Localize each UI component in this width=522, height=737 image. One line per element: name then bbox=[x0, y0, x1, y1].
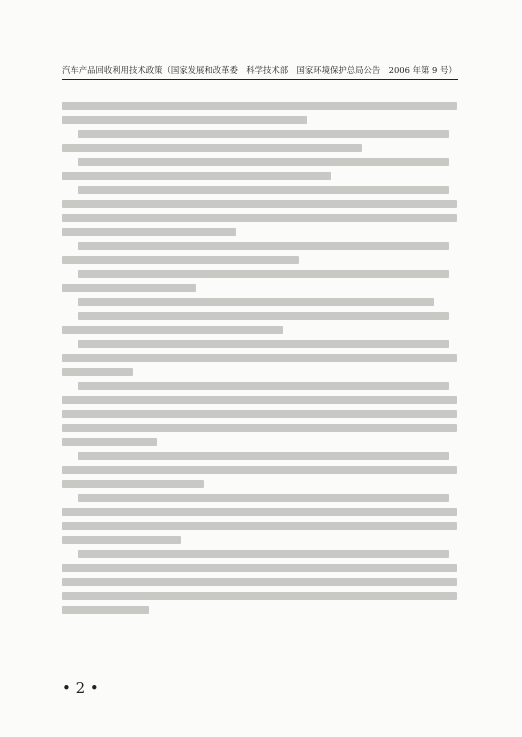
page-number: • 2 • bbox=[62, 679, 99, 697]
text-line-placeholder bbox=[62, 102, 457, 110]
text-line-placeholder bbox=[62, 228, 236, 236]
text-line-placeholder bbox=[62, 410, 457, 418]
text-line-placeholder bbox=[78, 186, 449, 194]
text-line-placeholder bbox=[62, 284, 196, 292]
text-line-placeholder bbox=[62, 480, 204, 488]
text-line-placeholder bbox=[62, 592, 457, 600]
paragraph bbox=[62, 270, 457, 292]
text-line-placeholder bbox=[78, 340, 449, 348]
text-line-placeholder bbox=[62, 508, 457, 516]
paragraph bbox=[62, 312, 457, 334]
paragraph bbox=[62, 340, 457, 376]
paragraph bbox=[62, 158, 457, 180]
paragraph bbox=[62, 130, 457, 152]
text-line-placeholder bbox=[62, 116, 307, 124]
text-line-placeholder bbox=[78, 298, 434, 306]
paragraph bbox=[62, 298, 457, 306]
text-line-placeholder bbox=[62, 368, 133, 376]
running-header: 汽车产品回收利用技术政策（国家发展和改革委 科学技术部 国家环境保护总局公告 2006 年第 9 号） bbox=[62, 65, 457, 75]
text-line-placeholder bbox=[62, 256, 299, 264]
article-body bbox=[62, 96, 457, 620]
paragraph bbox=[62, 382, 457, 446]
text-line-placeholder bbox=[62, 438, 157, 446]
text-line-placeholder bbox=[78, 550, 449, 558]
text-line-placeholder bbox=[62, 522, 457, 530]
text-line-placeholder bbox=[62, 564, 457, 572]
text-line-placeholder bbox=[62, 396, 457, 404]
text-line-placeholder bbox=[62, 536, 181, 544]
paragraph bbox=[62, 242, 457, 264]
text-line-placeholder bbox=[62, 424, 457, 432]
text-line-placeholder bbox=[62, 144, 362, 152]
paragraph bbox=[62, 494, 457, 544]
paragraph bbox=[62, 452, 457, 488]
text-line-placeholder bbox=[62, 214, 457, 222]
paragraph bbox=[62, 186, 457, 236]
text-line-placeholder bbox=[78, 158, 449, 166]
paragraph bbox=[62, 550, 457, 614]
text-line-placeholder bbox=[78, 270, 449, 278]
text-line-placeholder bbox=[78, 382, 449, 390]
text-line-placeholder bbox=[62, 172, 331, 180]
text-line-placeholder bbox=[62, 606, 149, 614]
header-rule bbox=[62, 79, 458, 80]
text-line-placeholder bbox=[78, 494, 449, 502]
text-line-placeholder bbox=[62, 466, 457, 474]
text-line-placeholder bbox=[78, 312, 449, 320]
paragraph bbox=[62, 102, 457, 124]
text-line-placeholder bbox=[62, 326, 283, 334]
text-line-placeholder bbox=[62, 200, 457, 208]
text-line-placeholder bbox=[78, 242, 449, 250]
text-line-placeholder bbox=[78, 452, 449, 460]
text-line-placeholder bbox=[62, 578, 457, 586]
text-line-placeholder bbox=[62, 354, 457, 362]
text-line-placeholder bbox=[78, 130, 449, 138]
